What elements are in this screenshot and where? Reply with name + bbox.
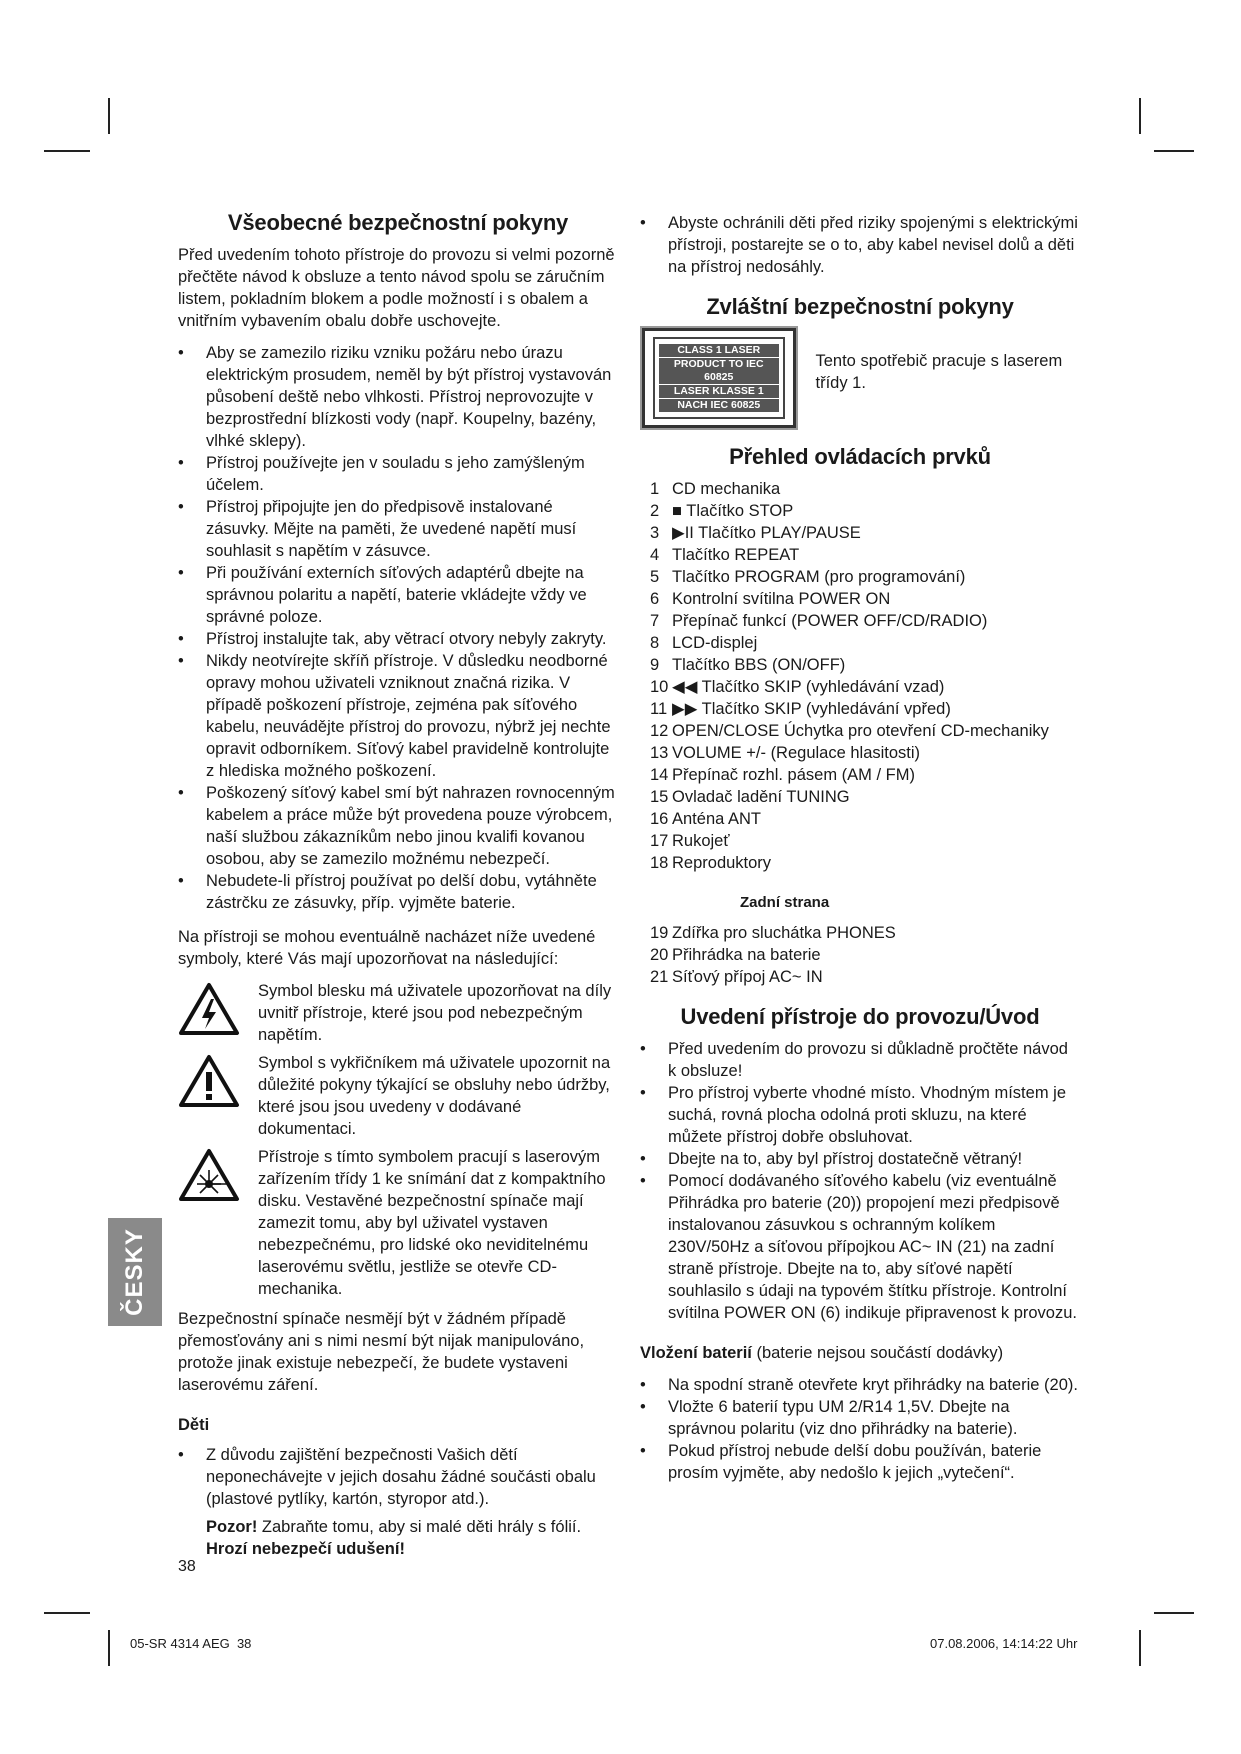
item-number: 19 xyxy=(650,924,669,942)
symbol-text: Přístroje s tímto symbolem pracují s laserovým zařízením třídy 1 ke snímání dat z kompaktního disku. Vestavěné bezpečnostní spínače mají zamezit tomu, aby byl uživatel vystaven nebezpečnému, pro lidské oko neviditelnému laserovému světlu, jestliže se otevře CD-mechanika. xyxy=(258,1148,606,1298)
list-item xyxy=(650,830,1080,852)
list-item xyxy=(650,852,1080,874)
list-item xyxy=(650,610,1080,632)
item-text: VOLUME +/- (Regulace hlasitosti) xyxy=(672,744,921,762)
item-number: 6 xyxy=(650,590,660,608)
list-item xyxy=(650,500,1080,522)
crop-mark xyxy=(1139,1630,1141,1666)
symbol-text: Symbol blesku má uživatele upozorňovat na díly uvnitř přístroje, které jsou pod nebezpečným napětím. xyxy=(258,982,612,1044)
list-item xyxy=(650,632,1080,654)
item-number: 14 xyxy=(650,766,669,784)
list-item: • Při používání externích síťových adaptérů dbejte na správnou polaritu a napětí, baterie vkládejte vždy ve správné poloze. xyxy=(178,562,618,628)
list-item xyxy=(650,676,1080,698)
list-item xyxy=(650,966,1080,988)
exclamation-warning-icon xyxy=(178,1052,248,1140)
item-text: Síťový přípoj AC~ IN xyxy=(672,968,823,986)
item-text: Zdířka pro sluchátka PHONES xyxy=(672,924,896,942)
item-number: 20 xyxy=(650,946,669,964)
general-safety-title: Všeobecné bezpečnostní pokyny xyxy=(227,210,569,235)
list-item xyxy=(650,698,1080,720)
item-number: 8 xyxy=(650,634,660,652)
item-number: 12 xyxy=(650,722,669,740)
children-heading: Děti xyxy=(178,1416,210,1434)
item-number: 10 xyxy=(650,678,669,696)
item-number: 3 xyxy=(650,524,660,542)
list-item: • Aby se zamezilo riziku vzniku požáru nebo úrazu elektrickým prosudem, neměl by být přístroj vystavován působení deště nebo vlhkosti. Přístroj neprovozujte v bezprostřední blízkosti vody (např. Koupelny, bazény, vlhké sklepy). xyxy=(178,342,618,452)
laser-class-label xyxy=(642,328,796,428)
laser-label-line: LASER KLASSE 1 xyxy=(659,385,779,398)
item-text: LCD-displej xyxy=(672,634,758,652)
top-list xyxy=(640,212,1080,278)
item-text: Anténa ANT xyxy=(672,810,761,828)
item-text: ◀◀ Tlačítko SKIP (vyhledávání vzad) xyxy=(672,678,945,696)
rear-heading: Zadní strana xyxy=(740,894,830,911)
item-number: 5 xyxy=(650,568,660,586)
item-number: 17 xyxy=(650,832,669,850)
crop-mark xyxy=(108,98,110,134)
item-text: Přepínač rozhl. pásem (AM / FM) xyxy=(672,766,915,784)
footer-right: 07.08.2006, 14:14:22 Uhr xyxy=(930,1636,1078,1651)
right-column xyxy=(640,212,1080,1496)
list-item xyxy=(650,764,1080,786)
symbol-row-laser xyxy=(178,1146,618,1300)
item-text: Tlačítko REPEAT xyxy=(672,546,800,564)
list-item: • Z důvodu zajištění bezpečnosti Vašich dětí neponechávejte v jejich dosahu žádné součásti obalu (plastové pytlíky, kartón, styropor atd.). xyxy=(178,1444,618,1510)
item-text: OPEN/CLOSE Úchytka pro otevření CD-mechaniky xyxy=(672,722,1049,740)
battery-heading xyxy=(640,1342,1080,1364)
item-text: ▶II Tlačítko PLAY/PAUSE xyxy=(672,524,861,542)
list-item xyxy=(650,566,1080,588)
list-item: • Přístroj instalujte tak, aby větrací otvory nebyly zakryty. xyxy=(178,628,618,650)
list-item xyxy=(650,654,1080,676)
choking-warning xyxy=(178,1516,618,1560)
page-number: 38 xyxy=(178,1558,196,1575)
item-number: 15 xyxy=(650,788,669,806)
laser-section xyxy=(640,328,1080,428)
symbol-row-exclamation xyxy=(178,1052,618,1140)
crop-mark xyxy=(44,1612,90,1614)
symbol-row-lightning xyxy=(178,980,618,1046)
crop-mark xyxy=(1154,150,1194,152)
item-number: 1 xyxy=(650,480,660,498)
list-item xyxy=(650,808,1080,830)
battery-heading-bold: Vložení baterií xyxy=(640,1344,752,1362)
item-number: 18 xyxy=(650,854,669,872)
list-item: • Vložte 6 baterií typu UM 2/R14 1,5V. Dbejte na správnou polaritu (viz dno přihrádky na baterie). xyxy=(640,1396,1080,1440)
warning-danger: Hrozí nebezpečí udušení! xyxy=(206,1540,405,1558)
list-item: • Nikdy neotvírejte skříň přístroje. V důsledku neodborné opravy mohou uživateli vzniknout značná rizika. V případě poškození přístroje, zejména pak síťového kabelu, neuvádějte přístroj do provozu, nýbrž jej nechte opravit odborníkem. Síťový kabel pravidelně kontrolujte z hlediska možného poškození. xyxy=(178,650,618,782)
item-text: Ovladač ladění TUNING xyxy=(672,788,850,806)
item-text: Přepínač funkcí (POWER OFF/CD/RADIO) xyxy=(672,612,988,630)
item-number: 9 xyxy=(650,656,660,674)
language-tab xyxy=(108,1218,162,1326)
children-list xyxy=(178,1444,618,1510)
warning-text: Zabraňte tomu, aby si malé děti hrály s fólií. xyxy=(257,1518,582,1536)
list-item xyxy=(650,922,1080,944)
list-item: • Přístroj připojujte jen do předpisově instalované zásuvky. Mějte na paměti, že uvedené napětí musí souhlasit s napětím v zásuvce. xyxy=(178,496,618,562)
list-item xyxy=(650,944,1080,966)
item-text: Tlačítko BBS (ON/OFF) xyxy=(672,656,846,674)
startup-title: Uvedení přístroje do provozu/Úvod xyxy=(680,1004,1040,1029)
list-item: • Na spodní straně otevřete kryt přihrádky na baterie (20). xyxy=(640,1374,1080,1396)
item-text: ▶▶ Tlačítko SKIP (vyhledávání vpřed) xyxy=(672,700,951,718)
safety-switch-paragraph: Bezpečnostní spínače nesmějí být v žádném případě přemosťovány ani s nimi nesmí být nijak manipulováno, protože jinak existuje nebezpečí, že budete vystaveni laserovému záření. xyxy=(178,1310,585,1394)
startup-list xyxy=(640,1038,1080,1324)
list-item: • Dbejte na to, aby byl přístroj dostatečně větraný! xyxy=(640,1148,1080,1170)
controls-title: Přehled ovládacích prvků xyxy=(729,444,991,469)
laser-label-line: CLASS 1 LASER xyxy=(659,344,779,357)
list-item xyxy=(650,522,1080,544)
crop-mark xyxy=(108,1630,110,1666)
item-text: Přihrádka na baterie xyxy=(672,946,821,964)
item-number: 4 xyxy=(650,546,660,564)
left-column xyxy=(178,212,618,1570)
warning-label: Pozor! xyxy=(206,1518,258,1536)
special-safety-title: Zvláštní bezpečnostní pokyny xyxy=(706,294,1014,319)
rear-list xyxy=(640,922,1080,988)
list-item xyxy=(650,786,1080,808)
symbol-text: Symbol s vykřičníkem má uživatele upozornit na důležité pokyny týkající se obsluhy nebo údržby, které jsou jsou uvedeny v dodávané dokumentaci. xyxy=(258,1054,611,1138)
language-tab-label: ČESKY xyxy=(121,1228,148,1316)
list-item xyxy=(650,588,1080,610)
list-item: • Pro přístroj vyberte vhodné místo. Vhodným místem je suchá, rovná plocha odolná proti skluzu, na které můžete přístroj dobře obsluhovat. xyxy=(640,1082,1080,1148)
symbols-intro: Na přístroji se mohou eventuálně nacházet níže uvedené symboly, které Vás mají upozorňovat na následující: xyxy=(178,928,596,968)
list-item xyxy=(650,478,1080,500)
item-number: 7 xyxy=(650,612,660,630)
laser-label-line: NACH IEC 60825 xyxy=(659,399,779,412)
item-text: CD mechanika xyxy=(672,480,781,498)
list-item: • Přístroj používejte jen v souladu s jeho zamýšleným účelem. xyxy=(178,452,618,496)
item-text: ■ Tlačítko STOP xyxy=(672,502,794,520)
list-item: • Pomocí dodávaného síťového kabelu (viz eventuálně Přihrádka pro baterie (20)) propojení mezi předpisově instalovanou zásuvkou s ochranným kolíkem 230V/50Hz a síťovou přípojkou AC~ IN (21) na zadní straně přístroje. Dbejte na to, aby síťové napětí souhlasilo s údaji na typovém štítku přístroje. Kontrolní svítilna POWER ON (6) indikuje připravenost k provozu. xyxy=(640,1170,1080,1324)
crop-mark xyxy=(1154,1612,1194,1614)
item-text: Tlačítko PROGRAM (pro programování) xyxy=(672,568,966,586)
list-item: • Pokud přístroj nebude delší dobu používán, baterie prosím vyjměte, aby nedošlo k jejich „vytečení“. xyxy=(640,1440,1080,1484)
battery-list xyxy=(640,1374,1080,1484)
controls-list xyxy=(640,478,1080,874)
laser-text: Tento spotřebič pracuje s laserem třídy 1. xyxy=(815,352,1063,392)
list-item: • Poškozený síťový kabel smí být nahrazen rovnocenným kabelem a práce může být provedena pouze výrobcem, naší službou zákazníkům nebo jinou kvalifi kovanou osobou, aby se zamezilo možnému nebezpečí. xyxy=(178,782,618,870)
item-number: 16 xyxy=(650,810,669,828)
laser-warning-icon xyxy=(178,1146,248,1300)
list-item xyxy=(650,544,1080,566)
footer-left: 05-SR 4314 AEG 38 xyxy=(130,1636,252,1651)
item-text: Reproduktory xyxy=(672,854,772,872)
item-text: Kontrolní svítilna POWER ON xyxy=(672,590,891,608)
item-text: Rukojeť xyxy=(672,832,730,850)
lightning-warning-icon xyxy=(178,980,248,1046)
item-number: 13 xyxy=(650,744,669,762)
list-item xyxy=(650,720,1080,742)
item-number: 21 xyxy=(650,968,669,986)
laser-label-line: PRODUCT TO IEC 60825 xyxy=(659,358,779,384)
item-number: 11 xyxy=(650,700,668,718)
item-number: 2 xyxy=(650,502,660,520)
crop-mark xyxy=(44,150,90,152)
crop-mark xyxy=(1139,98,1141,134)
safety-list xyxy=(178,342,618,914)
list-item xyxy=(650,742,1080,764)
battery-heading-note: (baterie nejsou součástí dodávky) xyxy=(751,1344,1004,1362)
list-item: • Abyste ochránili děti před riziky spojenými s elektrickými přístroji, postarejte se o to, aby kabel nevisel dolů a děti na přístroj nedosáhly. xyxy=(640,212,1080,278)
list-item: • Nebudete-li přístroj používat po delší dobu, vytáhněte zástrčku ze zásuvky, příp. vyjměte baterie. xyxy=(178,870,618,914)
intro-paragraph: Před uvedením tohoto přístroje do provozu si velmi pozorně přečtěte návod k obsluze a tento návod spolu se záručním listem, pokladním blokem a podle možností i s obalem a vnitřním vybavením obalu dobře uschovejte. xyxy=(178,246,615,330)
list-item: • Před uvedením do provozu si důkladně pročtěte návod k obsluze! xyxy=(640,1038,1080,1082)
